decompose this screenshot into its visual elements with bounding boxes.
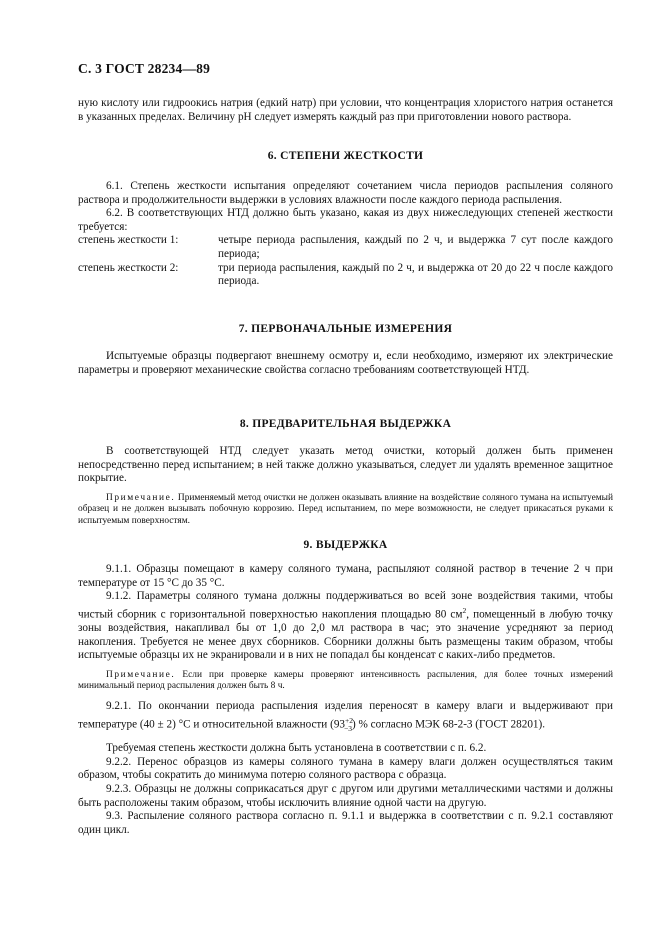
- section-7-body: [78, 350, 613, 377]
- intro-text: ную кислоту или гидроокись натрия (едкий натр) при условии, что концентрация хлористого натрия останется в указанных пределах. Величину рН следует измерять каждый раз при приготовлении нового раствора.: [78, 97, 613, 123]
- section-8: [78, 418, 613, 430]
- paragraph-9-2-2: 9.2.2. Перенос образцов из камеры соляного тумана в камеру влаги должен осуществляться таким образом, чтобы сократить до минимума потерю соляного раствора с образца.: [78, 755, 613, 782]
- p921-sup: +2: [345, 715, 353, 725]
- note-label: Примечание.: [106, 492, 176, 503]
- p921-part-a: 9.2.1. По окончании периода распыления изделия переносят в камеру влаги и выдерживают при температуре (40 ± 2) °С и относительной влажности (93: [78, 700, 613, 731]
- note-8: [78, 493, 613, 528]
- paragraph-9-2-3: 9.2.3. Образцы не должны соприкасаться друг с другом или другими металлическими частями и должны быть расположены таким образом, чтобы исключить влияние одной части на другую.: [78, 783, 613, 809]
- definition-desc: четыре периода распыления, каждый по 2 ч, и выдержка 7 сут после каждого периода;: [218, 234, 613, 260]
- definition-term: степень жесткости 2:: [78, 261, 179, 274]
- definition-row: [78, 234, 613, 261]
- section-6-body: [78, 180, 613, 289]
- note-9: [78, 670, 613, 693]
- paragraph-8: В соответствующей НТД следует указать метод очистки, который должен быть применен непосредственно перед испытанием; в ней также должно указываться, следует ли удалять временное защитное покрытие.: [78, 445, 613, 485]
- paragraph-6-1: 6.1. Степень жесткости испытания определяют сочетанием числа периодов распыления соляного раствора и продолжительности выдержки в условиях влажности после каждого периода распыления.: [78, 180, 613, 206]
- p912-part-a: 9.1.2. Параметры соляного тумана должны поддерживаться во всей зоне воздействия такими, чтобы чистый сборник с горизонтальной поверхностью накопления площадью 80 см: [78, 590, 613, 621]
- section-9: [78, 539, 613, 551]
- paragraph-6-2: 6.2. В соответствующих НТД должно быть указано, какая из двух нижеследующих степеней жесткости требуется:: [78, 207, 613, 233]
- section-6-heading: 6. СТЕПЕНИ ЖЕСТКОСТИ: [267, 150, 424, 162]
- paragraph-9-1-1: 9.1.1. Образцы помещают в камеру соляного тумана, распыляют соляной раствор в течение 2 ч при температуре от 15 °С до 35 °С.: [78, 563, 613, 589]
- section-9-heading: 9. ВЫДЕРЖКА: [303, 539, 388, 551]
- definition-row: [78, 262, 613, 289]
- definition-term: степень жесткости 1:: [78, 234, 179, 247]
- section-8-body: [78, 445, 613, 528]
- section-9-body: [78, 563, 613, 837]
- paragraph-9-1-2: [78, 590, 613, 663]
- p921-sub: −3: [344, 723, 352, 733]
- section-8-heading: 8. ПРЕДВАРИТЕЛЬНАЯ ВЫДЕРЖКА: [239, 418, 452, 430]
- section-7: [78, 323, 613, 335]
- intro-paragraph: [78, 97, 613, 124]
- note-text: Применяемый метод очистки не должен оказывать влияние на воздействие соляного тумана на испытуемый образец и не должен вызывать побочную коррозию. Перед испытанием, по мере возможности, не следует прикасаться руками к испытуемым поверхностям.: [78, 492, 613, 526]
- definition-desc: три периода распыления, каждый по 2 ч, и выдержка от 20 до 22 ч после каждого периода.: [218, 261, 613, 288]
- paragraph-9-2-1-note: Требуемая степень жесткости должна быть установлена в соответствии с п. 6.2.: [106, 742, 487, 755]
- p921-part-b: ) % согласно МЭК 68-2-3 (ГОСТ 28201).: [351, 718, 546, 731]
- section-6: [78, 150, 613, 162]
- section-7-heading: 7. ПЕРВОНАЧАЛЬНЫЕ ИЗМЕРЕНИЯ: [238, 323, 453, 335]
- note-label: Примечание.: [106, 669, 176, 680]
- paragraph-7: Испытуемые образцы подвергают внешнему осмотру и, если необходимо, измеряют их электрические параметры и проверяют механические свойства согласно требованиям соответствующей НТД.: [78, 350, 613, 376]
- note-text: Если при проверке камеры проверяют интенсивность распыления, для более точных измерений минимальный период распыления должен быть 8 ч.: [78, 669, 613, 692]
- p912-part-b: , помещенный в любую точку зоны воздействия, накапливал бы от 1,0 до 2,0 мл раствора в час; это значение усредняют за период накопления. Требуется не менее двух сборников. Сборники должны быть размещены таким образом, чтобы испытуемые образцы их не экранировали и в них не попадал бы конденсат с каких-либо предметов.: [78, 608, 613, 662]
- running-head: С. 3 ГОСТ 28234—89: [78, 61, 211, 76]
- p912-sup: 2: [462, 605, 467, 615]
- paragraph-9-2-1: [78, 700, 613, 735]
- paragraph-9-3: 9.3. Распыление соляного раствора согласно п. 9.1.1 и выдержка в соответствии с п. 9.2.1 составляют один цикл.: [78, 810, 613, 836]
